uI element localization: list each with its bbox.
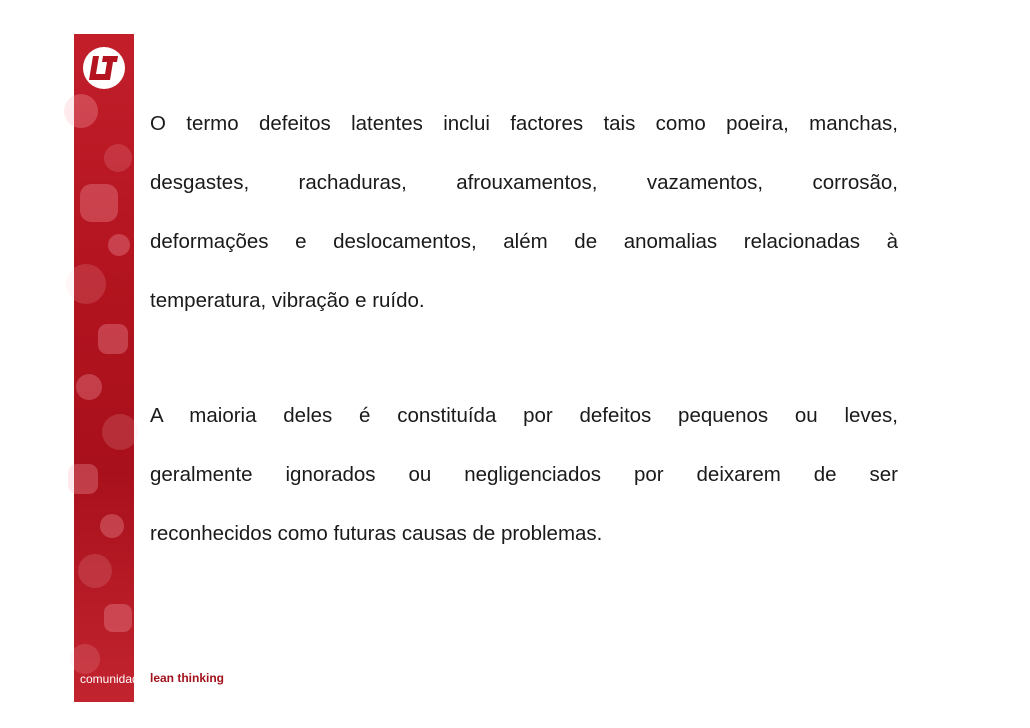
paragraph-minor-defects bbox=[150, 404, 898, 581]
bokeh-shape bbox=[104, 604, 132, 632]
bokeh-shape bbox=[98, 324, 128, 354]
bokeh-shape bbox=[66, 264, 106, 304]
paragraph-line: deformações e deslocamentos, além de anomalias relacionadas à bbox=[150, 230, 898, 253]
bokeh-shape bbox=[68, 464, 98, 494]
decorative-side-band bbox=[74, 34, 146, 702]
footer-brand-label: lean thinking bbox=[150, 671, 225, 685]
paragraph-line: A maioria deles é constituída por defeitos pequenos ou leves, bbox=[150, 404, 898, 427]
bokeh-shape bbox=[102, 414, 138, 450]
bokeh-shape bbox=[64, 94, 98, 128]
paragraph-line: temperatura, vibração e ruído. bbox=[150, 289, 425, 312]
bokeh-shape bbox=[78, 554, 112, 588]
paragraph-line: reconhecidos como futuras causas de problemas. bbox=[150, 522, 603, 545]
lt-logo-icon bbox=[80, 44, 128, 92]
bokeh-shape bbox=[100, 514, 124, 538]
paragraph-line: desgastes, rachaduras, afrouxamentos, vazamentos, corrosão, bbox=[150, 171, 898, 194]
bokeh-shape bbox=[80, 184, 118, 222]
bokeh-shape bbox=[108, 234, 130, 256]
paragraph-line: geralmente ignorados ou negligenciados por deixarem de ser bbox=[150, 463, 898, 486]
bokeh-shape bbox=[76, 374, 102, 400]
bokeh-shape bbox=[104, 144, 132, 172]
paragraph-line: O termo defeitos latentes inclui factores tais como poeira, manchas, bbox=[150, 112, 898, 135]
bokeh-shape bbox=[70, 644, 100, 674]
footer-community-label: comunidade bbox=[80, 672, 146, 686]
paragraph-latent-defects bbox=[150, 112, 898, 348]
